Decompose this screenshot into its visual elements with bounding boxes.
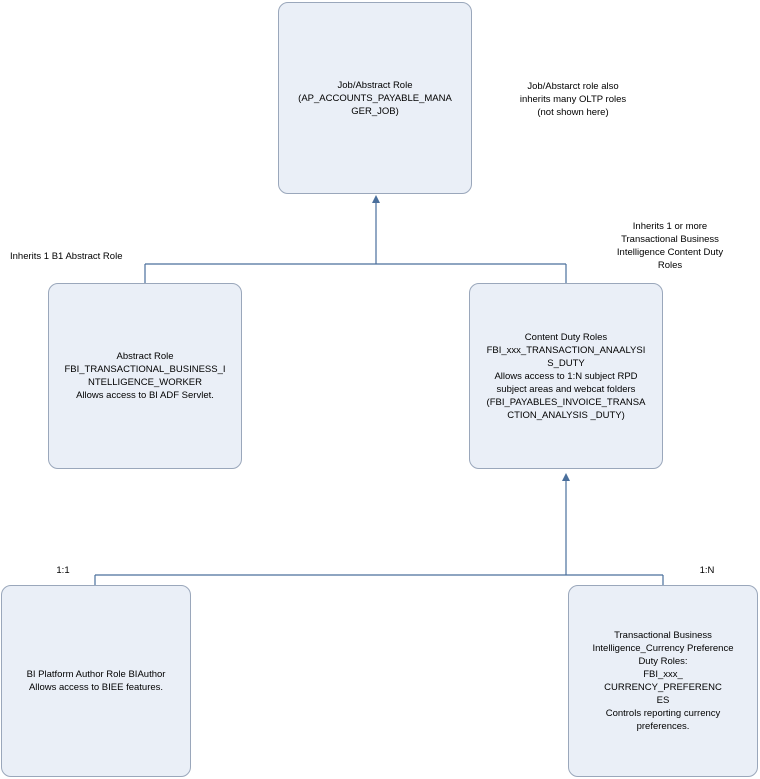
node-abstract-role-label: Abstract Role FBI_TRANSACTIONAL_BUSINESS_I NTELLIGENCE_WORKER Allows access to BI ADF Servlet.	[64, 351, 226, 401]
label-oltp-note: Job/Abstarct role also inherits many OLTP roles (not shown here)	[519, 81, 627, 118]
node-bi-platform-author-role-label: BI Platform Author Role BIAuthor Allows access to BIEE features.	[26, 669, 166, 693]
edge-to-job-abstract-role	[145, 199, 566, 283]
label-cardinality-one-to-one: 1:1	[56, 565, 70, 576]
node-content-duty-roles[interactable]	[469, 283, 663, 469]
node-abstract-role[interactable]	[48, 283, 242, 469]
node-content-duty-roles-label: Content Duty Roles FBI_xxx_TRANSACTION_ANAALYSI S_DUTY Allows access to 1:N subject RPD subject areas and webcat folders (FBI_PAYABLES_INVOICE_TRANSA CTION_ANALYSIS _DUTY)	[486, 331, 646, 421]
edge-to-content-duty-roles	[95, 477, 663, 585]
node-job-abstract-role[interactable]	[278, 2, 472, 194]
label-cardinality-one-to-many: 1:N	[699, 565, 715, 576]
node-currency-preference-duty-roles-label: Transactional Business Intelligence_Currency Preference Duty Roles: FBI_xxx_ CURRENCY_PREFERENC ES Controls reporting currency preferences.	[592, 630, 734, 732]
node-bi-platform-author-role[interactable]	[1, 585, 191, 777]
label-inherits-content-duty-note: Inherits 1 or more Transactional Business Intelligence Content Duty Roles	[616, 221, 724, 271]
label-inherits-abstract-role-note: Inherits 1 B1 Abstract Role	[10, 251, 123, 262]
node-job-abstract-role-label: Job/Abstract Role (AP_ACCOUNTS_PAYABLE_MANA GER_JOB)	[298, 79, 452, 117]
node-currency-preference-duty-roles[interactable]	[568, 585, 758, 777]
